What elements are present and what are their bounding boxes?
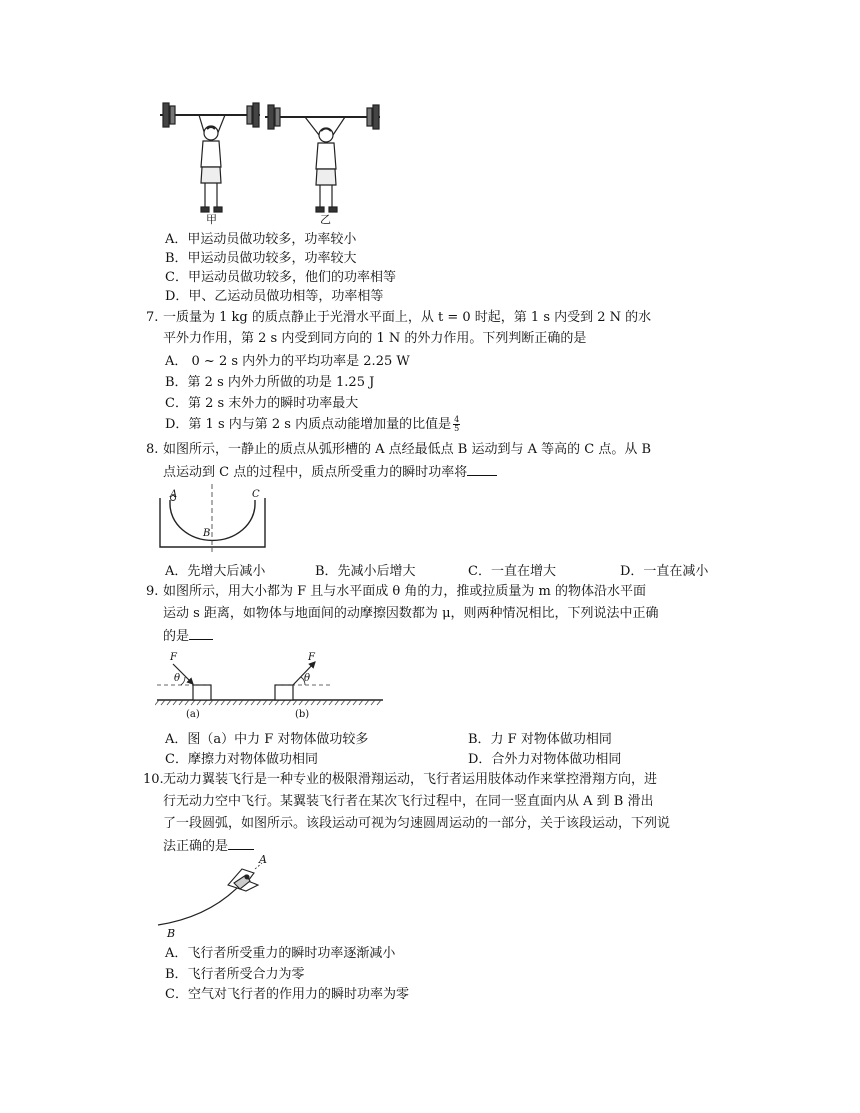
q7-option-d (165, 416, 460, 434)
q7-option-c: C．第 2 s 末外力的瞬时功率最大 (165, 396, 359, 411)
q10-stem-line-1: 无动力翼装飞行是一种专业的极限滑翔运动，飞行者运用肢体动作来掌控滑翔方向，进 (163, 772, 658, 787)
q8-answer-blank (467, 463, 497, 476)
q9-label-theta-a: θ (174, 673, 181, 684)
q8-option-a: A．先增大后减小 (165, 564, 266, 579)
q8-label-c: C (252, 489, 260, 500)
q9-option-a: A．图（a）中力 F 对物体做功较多 (165, 732, 369, 747)
q9-label-f-a: F (170, 652, 177, 663)
q9-number: 9. (146, 584, 159, 599)
q7-option-a: A． 0 ~ 2 s 内外力的平均功率是 2.25 W (165, 354, 410, 369)
q7-fraction-den: 5 (454, 424, 460, 433)
q10-stem-line-3: 了一段圆弧，如图所示。该段运动可视为匀速圆周运动的一部分，关于该段运动，下列说 (163, 816, 671, 831)
q7-option-d-text: D．第 1 s 内与第 2 s 内质点动能增加量的比值是 (165, 417, 452, 432)
q10-option-b: B．飞行者所受合力为零 (165, 967, 305, 982)
q9-option-d: D．合外力对物体做功相同 (468, 752, 622, 767)
q10-number: 10. (143, 772, 164, 787)
q8-stem-line-2-text: 点运动到 C 点的过程中，质点所受重力的瞬时功率将 (163, 465, 468, 480)
weightlifters-figure (155, 95, 385, 225)
figure-label-yi: 乙 (320, 213, 331, 226)
q9-answer-blank (189, 627, 213, 640)
q8-label-a: A (170, 489, 178, 500)
q9-stem-line-2: 运动 s 距离，如物体与地面间的动摩擦因数都为 μ，则两种情况相比，下列说法中正确 (163, 606, 659, 621)
q10-label-a: A (259, 853, 267, 866)
q10-stem-line-4 (163, 837, 254, 856)
q9-option-b: B．力 F 对物体做功相同 (468, 732, 612, 747)
wingsuit-flyer (228, 869, 258, 891)
figure-label-jia: 甲 (206, 213, 217, 226)
q9-stem-line-3-text: 的是 (163, 629, 190, 644)
q7-number: 7. (146, 310, 159, 325)
q9-stem-line-1: 如图所示，用大小都为 F 且与水平面成 θ 角的力，推或拉质量为 m 的物体沿水平面 (163, 584, 646, 599)
q8-label-b: B (203, 528, 211, 539)
q9-stem-line-3 (163, 627, 213, 646)
q6-option-b: B．甲运动员做功较多，功率较大 (165, 251, 357, 266)
q7-stem-line-1: 一质量为 1 kg 的质点静止于光滑水平面上，从 t = 0 时起，第 1 s 内受到 2 N 的水 (163, 310, 652, 325)
q8-number: 8. (146, 442, 159, 457)
q6-option-c: C．甲运动员做功较多，他们的功率相等 (165, 270, 396, 285)
q6-option-a: A．甲运动员做功较多，功率较小 (165, 232, 357, 247)
q8-stem-line-2 (163, 463, 497, 482)
q7-fraction (453, 416, 460, 433)
q8-option-c: C．一直在增大 (468, 564, 556, 579)
q6-option-d: D．甲、乙运动员做功相等，功率相等 (165, 289, 384, 304)
q9-option-c: C．摩擦力对物体做功相同 (165, 752, 318, 767)
q9-label-caption-a: (a) (186, 709, 200, 720)
q7-stem-line-2: 平外力作用，第 2 s 内受到同方向的 1 N 的外力作用。下列判断正确的是 (163, 331, 587, 346)
q9-label-theta-b: θ (304, 673, 311, 684)
lifter-yi (265, 105, 380, 212)
q7-option-b: B．第 2 s 内外力所做的功是 1.25 J (165, 375, 375, 390)
q7-fraction-num: 4 (454, 415, 460, 424)
q9-label-caption-b: (b) (295, 709, 310, 720)
q10-option-a: A．飞行者所受重力的瞬时功率逐渐减小 (165, 946, 396, 961)
q10-label-b: B (167, 927, 176, 940)
q8-option-d: D．一直在减小 (620, 564, 709, 579)
lifter-jia (160, 103, 260, 212)
q10-stem-line-2: 行无动力空中飞行。某翼装飞行者在某次飞行过程中，在同一竖直面内从 A 到 B 滑出 (163, 794, 654, 809)
q9-label-f-b: F (308, 652, 315, 663)
q8-option-b: B．先减小后增大 (315, 564, 416, 579)
q10-stem-line-4-text: 法正确的是 (163, 839, 229, 854)
q8-stem-line-1: 如图所示，一静止的质点从弧形槽的 A 点经最低点 B 运动到与 A 等高的 C 点。从 B (163, 442, 652, 457)
q10-answer-blank (228, 837, 254, 850)
q10-option-c: C．空气对飞行者的作用力的瞬时功率为零 (165, 987, 409, 1002)
